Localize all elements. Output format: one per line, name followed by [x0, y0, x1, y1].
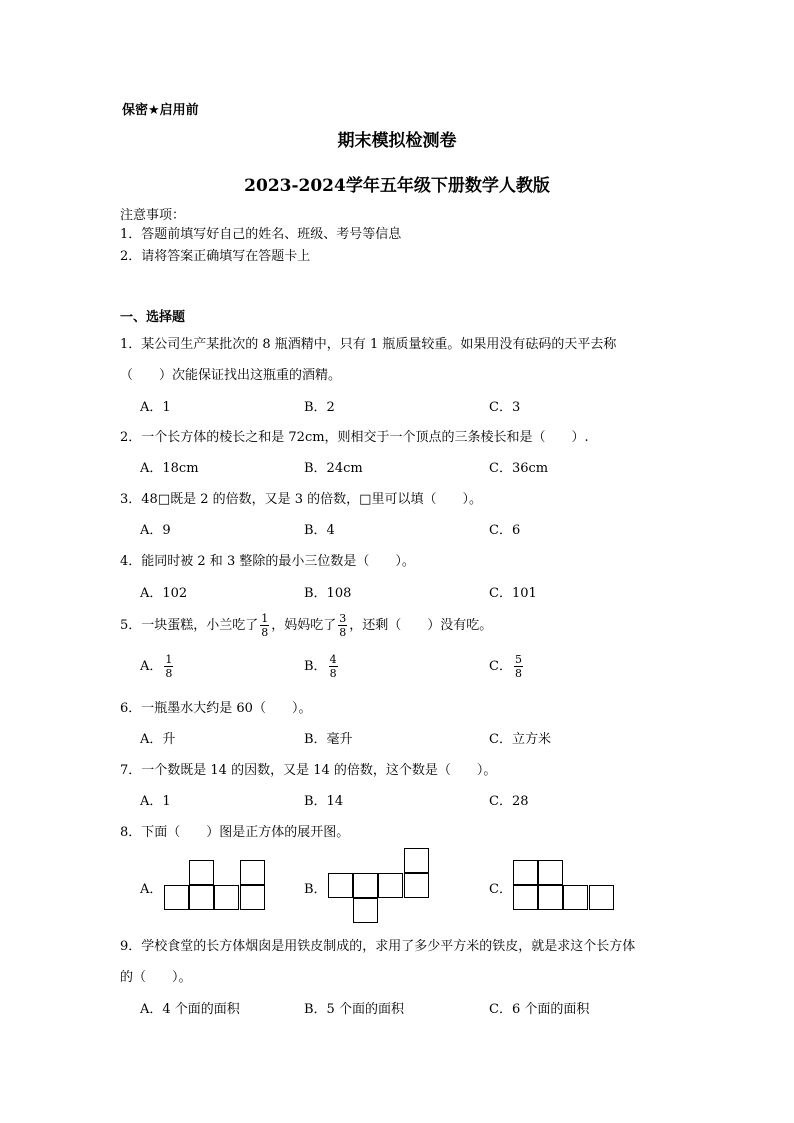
question-4-option-a[interactable]: A．102 — [140, 586, 188, 601]
question-6-option-b[interactable]: B．毫升 — [304, 732, 353, 747]
net-square — [404, 873, 429, 898]
net-square — [240, 885, 265, 910]
fraction-numerator: 4 — [329, 653, 337, 666]
net-square — [214, 885, 239, 910]
question-8-option-c[interactable]: C． — [489, 882, 512, 897]
confidential-label: 保密★启用前 — [122, 103, 199, 118]
net-square — [240, 860, 265, 885]
question-1-line-2: （ ）次能保证找出这瓶重的酒精。 — [120, 368, 342, 383]
option-label: A． — [140, 659, 163, 674]
fraction-denominator: 8 — [514, 667, 522, 680]
question-5-option-a[interactable] — [140, 653, 175, 681]
page-title: 期末模拟检测卷 — [337, 131, 457, 151]
net-square — [513, 885, 538, 910]
fraction-numerator: 1 — [165, 653, 173, 666]
question-3-option-c[interactable]: C．6 — [489, 523, 521, 538]
option-fraction — [329, 654, 338, 679]
question-9-line-2: 的（ ）。 — [120, 970, 192, 985]
option-fraction — [514, 654, 523, 679]
question-1-option-b[interactable]: B．2 — [304, 400, 335, 415]
question-4-option-b[interactable]: B．108 — [304, 586, 352, 601]
notes-item-1: 1．答题前填写好自己的姓名、班级、考号等信息 — [120, 227, 402, 242]
question-7-option-b[interactable]: B．14 — [304, 794, 344, 809]
question-2-text: 2．一个长方体的棱长之和是 72cm，则相交于一个顶点的三条棱长和是（ ）. — [120, 430, 589, 445]
question-3-option-b[interactable]: B．4 — [304, 523, 335, 538]
net-square — [513, 860, 538, 885]
fraction-numerator: 3 — [339, 612, 347, 625]
fraction-3-8 — [338, 613, 347, 638]
question-9-option-b[interactable]: B．5 个面的面积 — [304, 1002, 404, 1017]
question-5-part-3: ，还剩（ ）没有吃。 — [349, 618, 493, 633]
question-6-option-a[interactable]: A．升 — [140, 732, 176, 747]
option-label: C． — [489, 659, 512, 674]
net-square — [404, 848, 429, 873]
section-title: 一、选择题 — [120, 310, 186, 325]
notes-item-2: 2．请将答案正确填写在答题卡上 — [120, 249, 311, 264]
question-7-option-a[interactable]: A．1 — [140, 794, 171, 809]
question-4-text: 4．能同时被 2 和 3 整除的最小三位数是（ ）。 — [120, 554, 415, 569]
question-2-option-b[interactable]: B．24cm — [304, 461, 363, 476]
question-6-option-c[interactable]: C．立方米 — [489, 732, 551, 747]
net-square — [189, 860, 214, 885]
question-9-line-1: 9．学校食堂的长方体烟囱是用铁皮制成的，求用了多少平方米的铁皮，就是求这个长方体 — [120, 939, 636, 954]
fraction-numerator: 1 — [261, 612, 269, 625]
question-4-option-c[interactable]: C．101 — [489, 586, 537, 601]
question-6-text: 6．一瓶墨水大约是 60（ ）。 — [120, 701, 312, 716]
question-5-text — [120, 612, 492, 640]
option-label: B． — [304, 659, 327, 674]
page-subtitle: 2023-2024学年五年级下册数学人教版 — [244, 176, 550, 196]
question-5-option-c[interactable] — [489, 653, 525, 681]
question-7-option-c[interactable]: C．28 — [489, 794, 529, 809]
fraction-denominator: 8 — [261, 626, 269, 639]
question-3-text: 3．48□既是 2 的倍数，又是 3 的倍数，□里可以填（ ）。 — [120, 492, 482, 507]
question-9-option-a[interactable]: A．4 个面的面积 — [140, 1002, 240, 1017]
notes-heading: 注意事项： — [120, 208, 186, 223]
net-square — [353, 873, 378, 898]
question-7-text: 7．一个数既是 14 的因数，又是 14 的倍数，这个数是（ ）。 — [120, 763, 497, 778]
question-1-line-1: 1．某公司生产某批次的 8 瓶酒精中，只有 1 瓶质量较重。如果用没有砝码的天平去称 — [120, 337, 617, 352]
fraction-denominator: 8 — [339, 626, 347, 639]
fraction-1-8 — [260, 613, 269, 638]
question-8-text: 8．下面（ ）图是正方体的展开图。 — [120, 825, 350, 840]
net-square — [164, 885, 189, 910]
question-2-option-c[interactable]: C．36cm — [489, 461, 549, 476]
net-square — [328, 873, 353, 898]
net-square — [189, 885, 214, 910]
net-square — [538, 860, 563, 885]
question-1-option-a[interactable]: A．1 — [140, 400, 171, 415]
question-1-option-c[interactable]: C．3 — [489, 400, 521, 415]
net-square — [538, 885, 563, 910]
question-5-option-b[interactable] — [304, 653, 340, 681]
fraction-denominator: 8 — [329, 667, 337, 680]
question-8-option-b[interactable]: B． — [304, 882, 327, 897]
net-square — [563, 885, 588, 910]
fraction-denominator: 8 — [165, 667, 173, 680]
fraction-numerator: 5 — [514, 653, 522, 666]
question-5-part-1: 5．一块蛋糕，小兰吃了 — [120, 618, 259, 633]
question-5-part-2: ，妈妈吃了 — [271, 618, 337, 633]
net-square — [353, 898, 378, 923]
question-8-option-a[interactable]: A． — [140, 882, 163, 897]
question-2-option-a[interactable]: A．18cm — [140, 461, 199, 476]
question-9-option-c[interactable]: C．6 个面的面积 — [489, 1002, 590, 1017]
net-square — [378, 873, 403, 898]
net-square — [589, 885, 614, 910]
question-3-option-a[interactable]: A．9 — [140, 523, 171, 538]
option-fraction — [164, 654, 173, 679]
